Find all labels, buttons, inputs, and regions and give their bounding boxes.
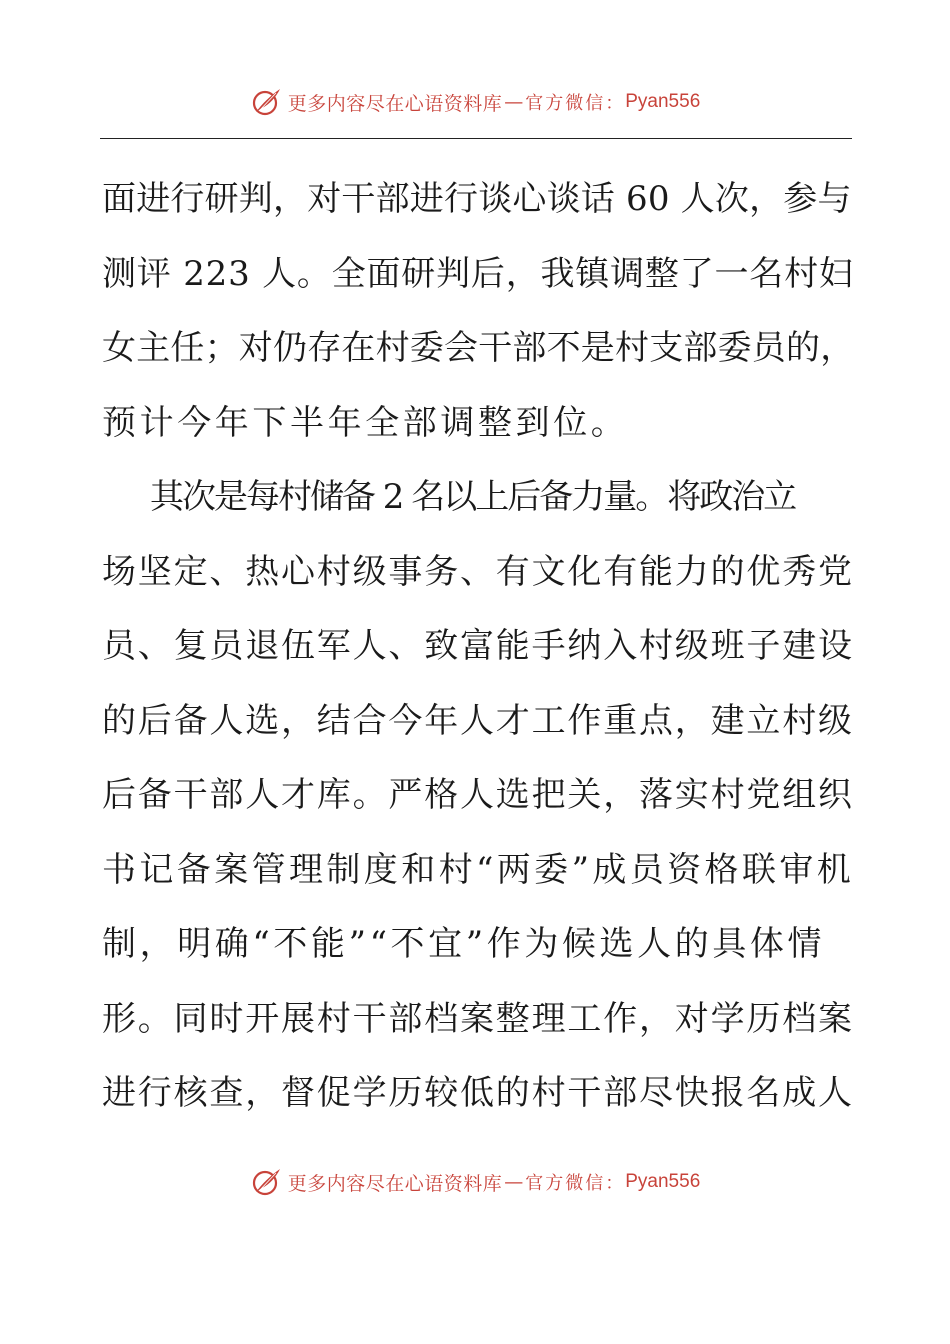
header-divider [100, 138, 852, 139]
header-contact-label: 官方微信： [525, 93, 626, 114]
text-line: 形。同时开展村干部档案整理工作，对学历档案 [102, 998, 854, 1039]
text-line: 面进行研判，对干部进行谈心谈话 60 人次，参与 [102, 179, 852, 219]
text-line: 女主任；对仍存在村委会干部不是村支部委员的， [102, 328, 855, 368]
text-line: 的后备人选，结合今年人才工作重点，建立村级 [102, 700, 854, 741]
document-body [102, 162, 854, 1131]
feather-quill-logo-icon [250, 1166, 282, 1198]
footer-banner [0, 1160, 950, 1204]
text-line: 后备干部人才库。严格人选把关，落实村党组织 [102, 775, 854, 815]
text-line: 制，明确“不能”“不宜”作为候选人的具体情 [102, 924, 826, 964]
footer-banner-separator: — [504, 1171, 524, 1193]
text-line: 预计今年下半年全部调整到位。 [102, 402, 629, 443]
header-banner-separator: — [504, 91, 524, 113]
text-line: 其次是每村储备 2 名以上后备力量。将政治立 [150, 477, 796, 517]
paragraph-1 [102, 162, 854, 460]
header-banner [0, 80, 950, 124]
header-contact-id: Pyan556 [625, 91, 701, 112]
text-line: 测评 223 人。全面研判后，我镇调整了一名村妇 [102, 253, 854, 294]
text-line: 场坚定、热心村级事务、有文化有能力的优秀党 [102, 551, 854, 592]
feather-quill-logo-icon [250, 86, 282, 118]
footer-banner-text: 更多内容尽在心语资料库 [287, 1172, 503, 1195]
text-line: 员、复员退伍军人、致富能手纳入村级班子建设 [102, 626, 854, 666]
header-banner-text: 更多内容尽在心语资料库 [287, 92, 503, 115]
text-line: 进行核查，督促学历较低的村干部尽快报名成人 [102, 1073, 854, 1113]
text-line: 书记备案管理制度和村“两委”成员资格联审机 [102, 849, 855, 890]
paragraph-2 [102, 460, 854, 1131]
footer-contact-label: 官方微信： [525, 1173, 626, 1194]
footer-contact-id: Pyan556 [625, 1171, 701, 1192]
